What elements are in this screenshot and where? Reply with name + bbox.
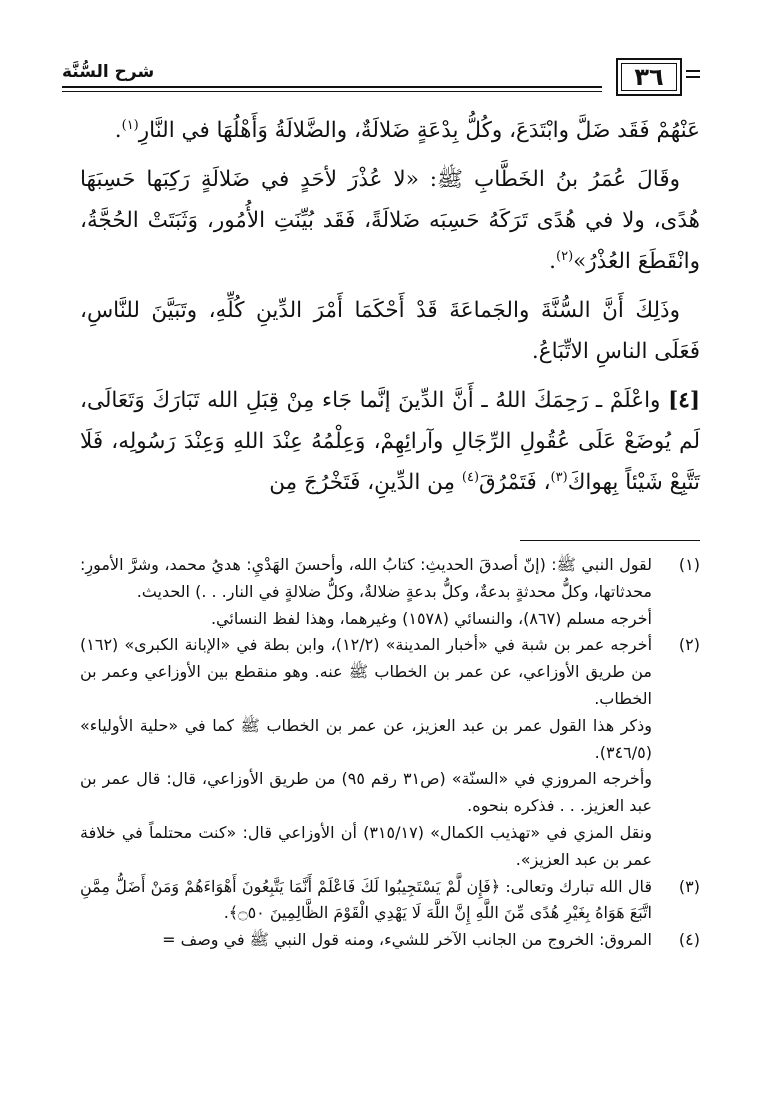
- footnote-text: أخرجه مسلم (٨٦٧)، والنسائي (١٥٧٨) وغيرهما، وهذا لفظ النسائي.: [210, 608, 652, 628]
- footnote-text: ونقل المزي في «تهذيب الكمال» (٣١٥/١٧) أن الأوزاعي قال: «كنت محتلماً في خلافة عمر بن عبد العزيز».: [80, 822, 652, 869]
- footnotes: [80, 552, 700, 954]
- paragraph: [80, 290, 700, 372]
- header-rule: [62, 86, 602, 88]
- paragraph-text: واعْلَمْ ـ رَحِمَكَ اللهُ ـ أَنَّ الدِّينَ إنَّما جَاء مِنْ قِبَلِ الله تَبَارَكَ وَتَعَالَى، لَم يُوضَعْ عَلَى عُقُولِ الرِّجَالِ وآرائِهِمْ، وَعِلْمُهُ عِنْدَ اللهِ وَعِنْدَ رَسُولِه، فَلَا تَتَّبِعْ شَيْئاً بِهواكَ: [80, 388, 700, 495]
- main-text: [80, 110, 700, 511]
- footnote-ref[interactable]: (٣): [550, 469, 568, 485]
- footnote-text: المروق: الخروج من الجانب الآخر للشيء، ومنه قول النبي ﷺ في وصف =: [162, 930, 652, 950]
- footnote-number: (٤): [678, 930, 700, 950]
- paragraph-text: ، فَتَمْرُقَ: [479, 470, 551, 495]
- footnote-text: لقول النبي ﷺ: (إنّ أصدقَ الحديثِ: كتابُ الله، وأحسنَ الهَدْيِ: هديُ محمد، وشرَّ الأمورِ: محدثاتها، وكلُّ محدثةٍ بدعةٌ، وكلُّ بدعةٍ ضلالةٌ، وكلُّ ضلالةٍ في النار. . .) الحديث.: [80, 555, 652, 601]
- paragraph: [80, 159, 700, 282]
- paragraph-tail: .: [114, 118, 122, 143]
- footnote: [80, 632, 700, 873]
- header-ornament-line: [686, 76, 700, 78]
- header-ornament-line: [686, 70, 700, 72]
- paragraph-number: [٤]: [668, 388, 700, 413]
- paragraph-text: وذَلِكَ أَنَّ السُّنَّةَ والجَماعَةَ قَدْ أَحْكَمَا أَمْرَ الدِّينِ كُلِّهِ، وتَبَيَّنَ للنَّاسِ، فَعَلَى الناسِ الاتِّبَاعُ.: [80, 298, 700, 364]
- page-header: [62, 58, 700, 102]
- footnote: [80, 927, 700, 954]
- footnote-ref[interactable]: (٢): [556, 248, 574, 264]
- footnote-text: وذكر هذا القول عمر بن عبد العزيز، عن عمر بن الخطاب ﷺ كما في «حلية الأولياء» (٣٤٦/٥).: [80, 715, 652, 762]
- footnote-quran-text: قال الله تبارك وتعالى: ﴿فَإِن لَّمْ يَسْتَجِيبُوا لَكَ فَاعْلَمْ أَنَّمَا يَتَّبِعُونَ أَهْوَاءَهُمْ وَمَنْ أَضَلُّ مِمَّنِ اتَّبَعَ هَوَاهُ بِغَيْرِ هُدًى مِّنَ اللَّهِ إِنَّ اللَّهَ لَا يَهْدِي الْقَوْمَ الظَّالِمِينَ ۝٥٠﴾.: [80, 876, 652, 923]
- header-rule-thin: [62, 91, 602, 92]
- footnote-ref[interactable]: (٤): [461, 469, 480, 485]
- paragraph-text: وقَالَ عُمَرُ بنُ الخَطَّابِ ﷺ: «لا عُذْرَ لأحَدٍ في ضَلالَةٍ رَكِبَها حَسِبَهَا هُدًى، ولا في هُدًى تَرَكَهُ حَسِبَه ضَلالَةً، فَقَد بُيِّنَتِ الأُمُور، وَثَبَتَتْ الحُجَّةُ، وانْقَطَعَ العُذْرُ»: [80, 167, 700, 274]
- paragraph-4: [80, 380, 700, 503]
- footnote-separator: [520, 540, 700, 541]
- footnote-number: (٣): [678, 876, 700, 896]
- page-number-box: [616, 58, 682, 96]
- footnote: [80, 874, 700, 928]
- footnote-ref[interactable]: (١): [121, 117, 139, 133]
- paragraph: [80, 110, 700, 151]
- footnote-number: (١): [678, 555, 700, 574]
- page-number: ٣٦: [634, 63, 664, 91]
- footnote-text: أخرجه عمر بن شبة في «أخبار المدينة» (١٢/٢)، وابن بطة في «الإبانة الكبرى» (١٦٢) من طريق الأوزاعي، عن عمر بن الخطاب ﷺ عنه. وهو منقطع بين الأوزاعي وعمر بن الخطاب.: [80, 635, 653, 708]
- footnote-text: وأخرجه المروزي في «السنّة» (ص٣١ رقم ٩٥) من طريق الأوزاعي، قال: قال عمر بن عبد العزيز. . . فذكره بنحوه.: [80, 769, 652, 816]
- footnote-number: (٢): [678, 635, 700, 655]
- footnote: [80, 552, 700, 632]
- book-title: شرح السُّنَّة: [62, 62, 155, 82]
- paragraph-tail: .: [549, 249, 556, 274]
- paragraph-text: عَنْهُمْ فَقَد ضَلَّ وابْتَدَعَ، وكُلُّ بِدْعَةٍ ضَلالَةٌ، والضَّلالَةُ وَأَهْلُهَا في النَّارِ: [138, 118, 700, 143]
- paragraph-text: مِن الدِّينِ، فَتَخْرُجَ مِن: [269, 470, 462, 495]
